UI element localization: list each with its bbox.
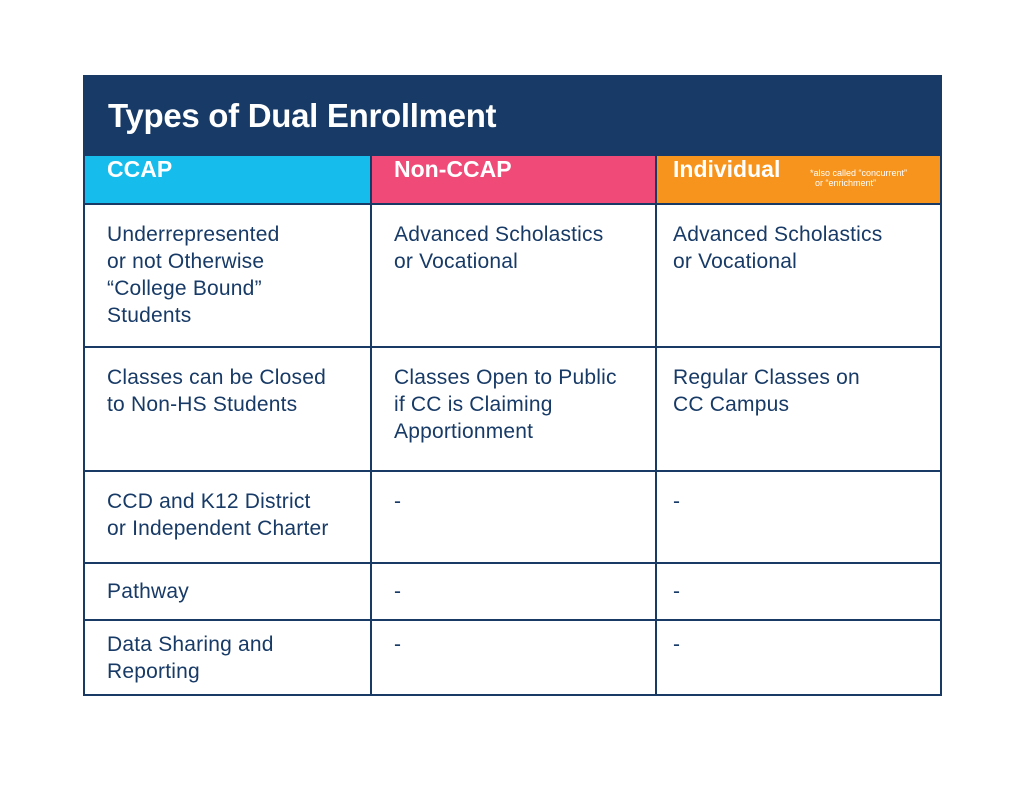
cell-non-ccap: - xyxy=(371,563,656,620)
cell-individual: - xyxy=(656,471,940,563)
table-row xyxy=(85,471,940,563)
column-header-non-ccap-label: Non-CCAP xyxy=(394,156,512,182)
table-row xyxy=(85,204,940,347)
page-title: Types of Dual Enrollment xyxy=(108,97,497,134)
cell-individual: Advanced Scholastics or Vocational xyxy=(656,204,940,347)
column-header-individual xyxy=(656,156,940,204)
dual-enrollment-table-card xyxy=(83,75,942,696)
cell-ccap: CCD and K12 District or Independent Charter xyxy=(85,471,371,563)
table-row xyxy=(85,563,940,620)
cell-non-ccap: - xyxy=(371,471,656,563)
individual-footnote-line-1: *also called “concurrent” xyxy=(810,168,908,178)
cell-ccap: Pathway xyxy=(85,563,371,620)
column-header-individual-label: Individual xyxy=(673,156,781,182)
cell-ccap: Data Sharing and Reporting xyxy=(85,620,371,696)
title-bar xyxy=(85,77,940,156)
table-row xyxy=(85,347,940,471)
column-header-ccap xyxy=(85,156,371,204)
cell-ccap: Classes can be Closed to Non-HS Students xyxy=(85,347,371,471)
header-row xyxy=(85,156,940,204)
cell-individual: Regular Classes on CC Campus xyxy=(656,347,940,471)
comparison-table xyxy=(85,156,940,696)
table-row xyxy=(85,620,940,696)
cell-individual: - xyxy=(656,620,940,696)
individual-footnote-line-2: or “enrichment” xyxy=(815,178,877,188)
column-header-non-ccap xyxy=(371,156,656,204)
cell-non-ccap: - xyxy=(371,620,656,696)
cell-individual: - xyxy=(656,563,940,620)
column-header-ccap-label: CCAP xyxy=(107,156,173,182)
individual-footnote xyxy=(810,168,907,188)
cell-non-ccap: Advanced Scholastics or Vocational xyxy=(371,204,656,347)
cell-non-ccap: Classes Open to Public if CC is Claiming Apportionment xyxy=(371,347,656,471)
cell-ccap: Underrepresented or not Otherwise “College Bound” Students xyxy=(85,204,371,347)
